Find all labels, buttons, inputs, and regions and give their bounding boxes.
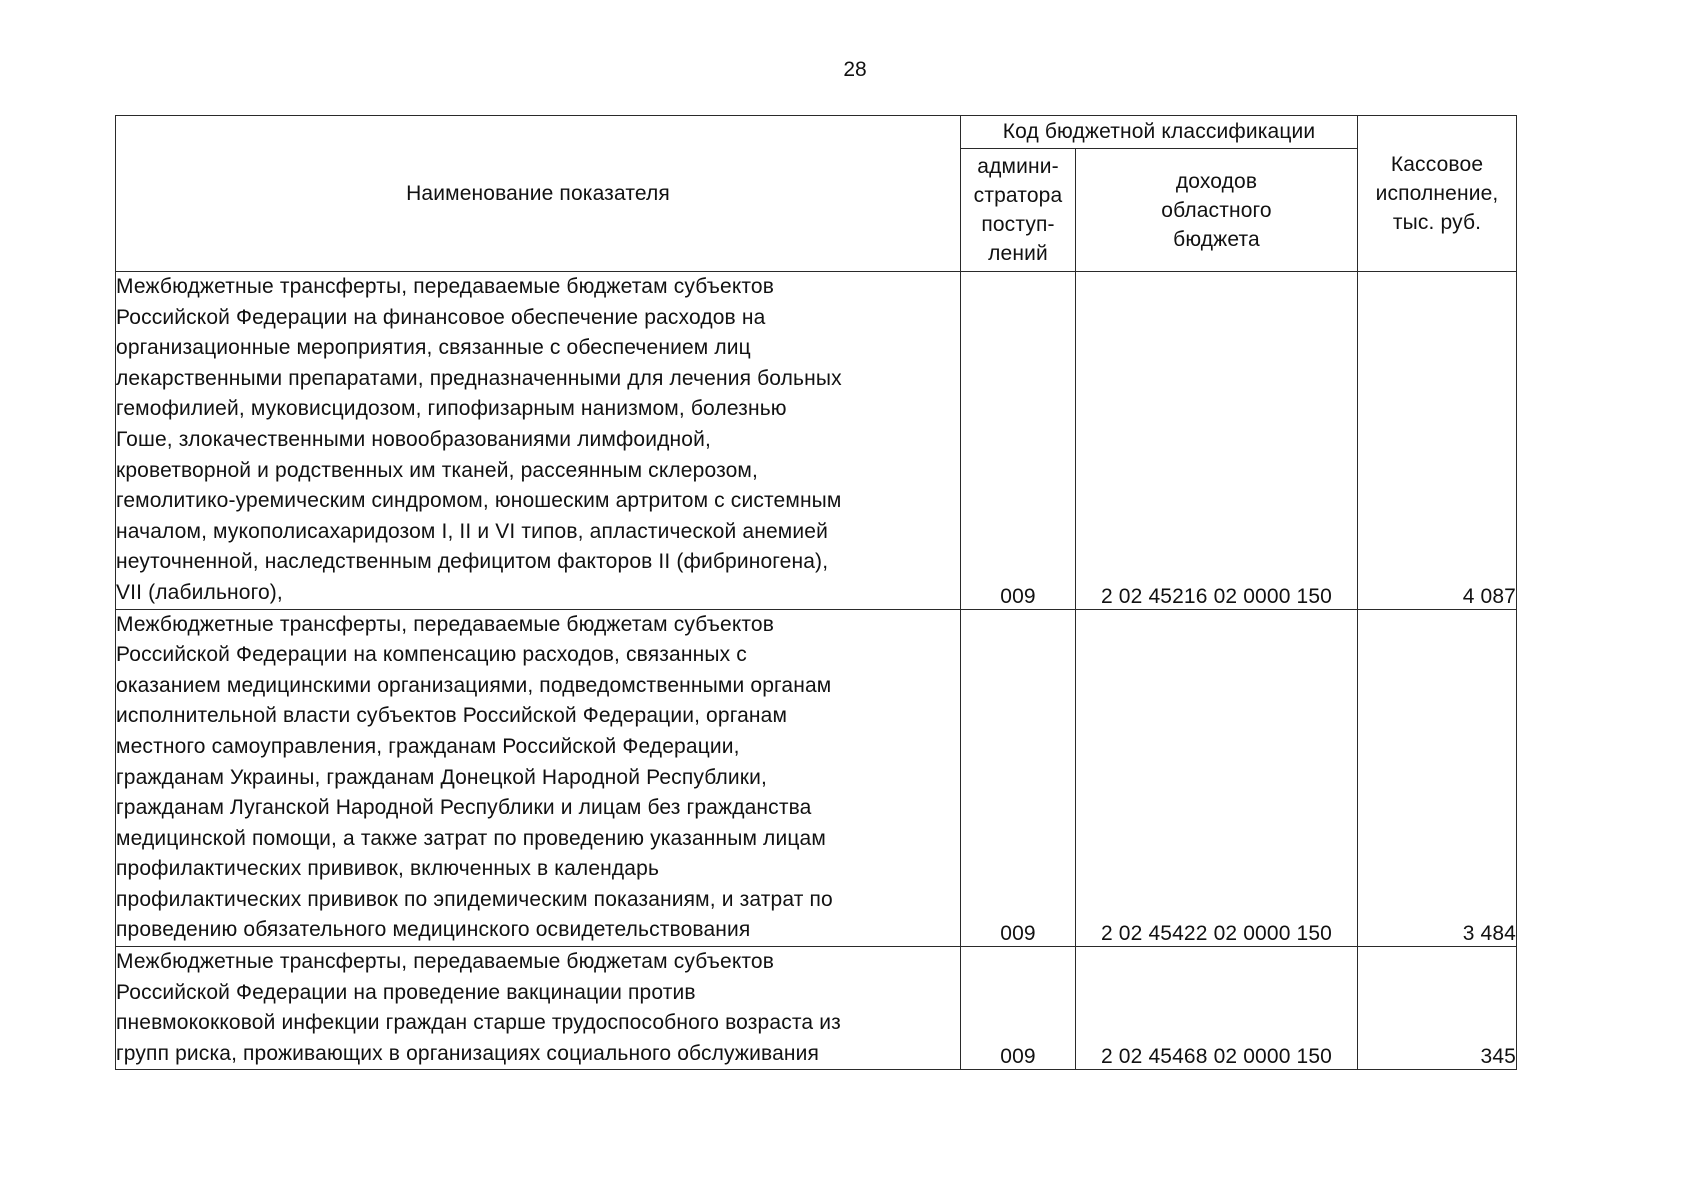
row-amount: 345: [1358, 947, 1517, 1070]
row-budget-code: 2 02 45468 02 0000 150: [1076, 947, 1358, 1070]
row-description: Межбюджетные трансферты, передаваемые бюджетам субъектов Российской Федерации на компенсацию расходов, связанных с оказанием медицинскими организациями, подведомственными органам исполнительной власти субъектов Российской Федерации, органам местного самоуправления, гражданам Российской Федерации, гражданам Украины, гражданам Донецкой Народной Республики, гражданам Луганской Народной Республики и лицам без гражданства медицинской помощи, а также затрат по проведению указанным лицам профилактических прививок, включенных в календарь профилактических прививок по эпидемическим показаниям, и затрат по проведению обязательного медицинского освидетельствования: [116, 609, 961, 947]
table-row: [116, 272, 1517, 610]
row-amount: 4 087: [1358, 272, 1517, 610]
row-budget-code: 2 02 45422 02 0000 150: [1076, 609, 1358, 947]
header-regional-income: доходов областного бюджета: [1076, 149, 1358, 272]
budget-table: [115, 115, 1517, 1070]
header-indicator-name: Наименование показателя: [116, 116, 961, 272]
table-row: [116, 609, 1517, 947]
header-classification-code: Код бюджетной классификации: [961, 116, 1358, 149]
header-cash-execution: Кассовое исполнение, тыс. руб.: [1358, 116, 1517, 272]
row-admin-code: 009: [961, 947, 1076, 1070]
page-number: 28: [843, 58, 867, 81]
row-description: Межбюджетные трансферты, передаваемые бюджетам субъектов Российской Федерации на финансовое обеспечение расходов на организационные мероприятия, связанные с обеспечением лиц лекарственными препаратами, предназначенными для лечения больных гемофилией, муковисцидозом, гипофизарным нанизмом, болезнью Гоше, злокачественными новообразованиями лимфоидной, кроветворной и родственных им тканей, рассеянным склерозом, гемолитико-уремическим синдромом, юношеским артритом с системным началом, мукополисахаридозом I, II и VI типов, апластической анемией неуточненной, наследственным дефицитом факторов II (фибриногена), VII (лабильного),: [116, 272, 961, 610]
row-admin-code: 009: [961, 609, 1076, 947]
row-amount: 3 484: [1358, 609, 1517, 947]
header-administrator: админи- стратора поступ- лений: [961, 149, 1076, 272]
table-row: [116, 947, 1517, 1070]
row-description: Межбюджетные трансферты, передаваемые бюджетам субъектов Российской Федерации на проведение вакцинации против пневмококковой инфекции граждан старше трудоспособного возраста из групп риска, проживающих в организациях социального обслуживания: [116, 947, 961, 1070]
row-budget-code: 2 02 45216 02 0000 150: [1076, 272, 1358, 610]
row-admin-code: 009: [961, 272, 1076, 610]
